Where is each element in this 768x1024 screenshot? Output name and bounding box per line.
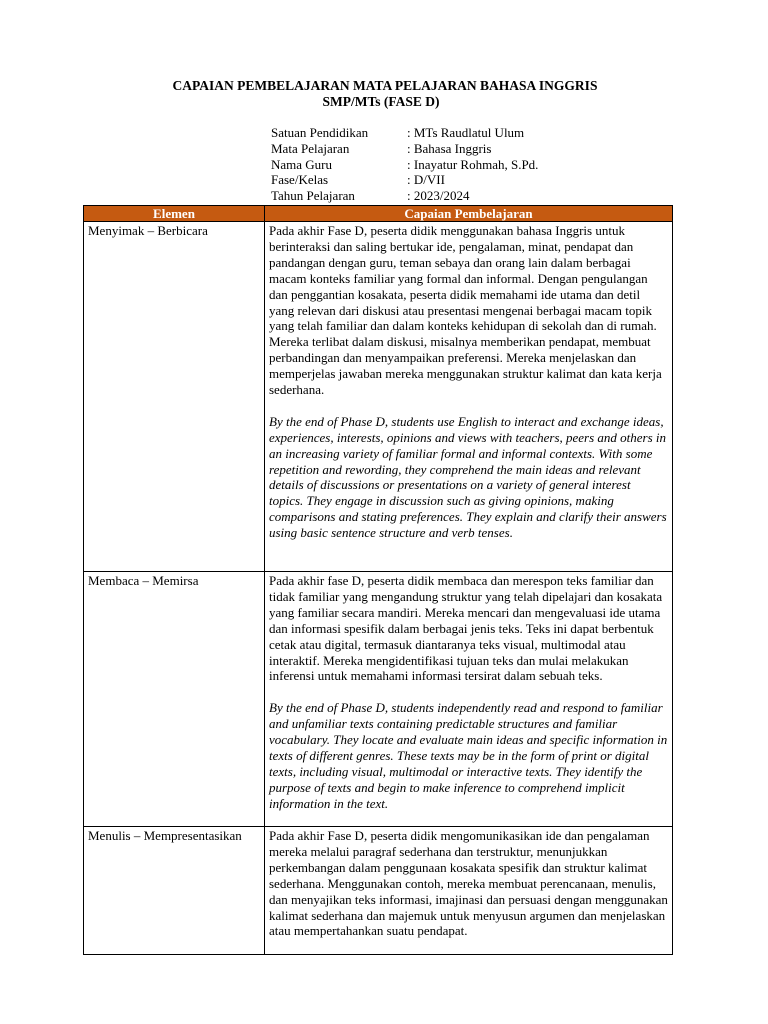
- english-text: By the end of Phase D, students use English to interact and exchange ideas, experiences, interests, opinions and views with teachers, peers and others in an increasing variety of familiar formal and informal contexts. With some repetition and rewording, they comprehend the main ideas and relevant details of discussions or presentations on a variety of general interest topics. They engage in discussion such as giving opinions, making comparisons and stating preferences. They explain and clarify their answers using basic sentence structure and verb tenses.: [269, 413, 667, 541]
- element-cell: Membaca – Memirsa: [84, 572, 265, 827]
- achievement-table: [83, 205, 673, 955]
- info-value: : 2023/2024: [407, 188, 470, 204]
- table-row: [84, 827, 673, 955]
- info-value: : MTs Raudlatul Ulum: [407, 125, 525, 140]
- indonesian-text: Pada akhir Fase D, peserta didik mengomunikasikan ide dan pengalaman mereka melalui paragraf sederhana dan terstruktur, menunjukkan perkembangan dalam penggunaan kosakata spesifik dan struktur kalimat sederhana. Menggunakan contoh, mereka membuat perencanaan, menulis, dan menyajikan teks informasi, imajinasi dan persuasi dengan menggunakan kalimat sederhana dan majemuk untuk menyusun argumen dan menjelaskan atau mempertahankan suatu pendapat.: [269, 828, 668, 939]
- title-line-1: CAPAIAN PEMBELAJARAN MATA PELAJARAN BAHASA INGGRIS: [172, 78, 598, 93]
- info-row: [271, 172, 538, 188]
- info-label: Fase/Kelas: [271, 172, 329, 188]
- info-row: [271, 141, 538, 157]
- info-label: Satuan Pendidikan: [271, 125, 369, 140]
- info-value: : D/VII: [407, 172, 445, 188]
- info-value: : Bahasa Inggris: [407, 140, 492, 156]
- table-row: [84, 572, 673, 827]
- info-label: Nama Guru: [271, 156, 333, 172]
- title-line-2: SMP/MTs (FASE D): [322, 94, 440, 109]
- document-title: [0, 78, 768, 110]
- info-block: [271, 125, 538, 204]
- info-row: [271, 188, 538, 204]
- achievement-cell: [265, 572, 673, 827]
- header-achievement: Capaian Pembelajaran: [265, 206, 673, 222]
- achievement-cell: [265, 222, 673, 572]
- element-cell: Menyimak – Berbicara: [84, 222, 265, 572]
- achievement-cell: [265, 827, 673, 955]
- info-value: : Inayatur Rohmah, S.Pd.: [407, 156, 539, 172]
- info-label: Mata Pelajaran: [271, 140, 350, 156]
- header-element: Elemen: [84, 206, 265, 222]
- info-row: [271, 125, 538, 141]
- english-text: By the end of Phase D, students independently read and respond to familiar and unfamiliar texts containing predictable structures and familiar vocabulary. They locate and evaluate main ideas and specific information in texts of different genres. These texts may be in the form of print or digital texts, including visual, multimodal or interactive texts. They identify the purpose of texts and begin to make inference to comprehend implicit information in the text.: [269, 700, 668, 811]
- table-header-row: [84, 206, 673, 222]
- table-row: [84, 222, 673, 572]
- indonesian-text: Pada akhir fase D, peserta didik membaca dan merespon teks familiar dan tidak familiar yang mengandung struktur yang telah dipelajari dan kosakata yang familiar secara mandiri. Mereka mencari dan mengevaluasi ide utama dan informasi spesifik dalam berbagai jenis teks. Teks ini dapat berbentuk cetak atau digital, termasuk diantaranya teks visual, multimodal atau interaktif. Mereka mengidentifikasi tujuan teks dan mulai melakukan inferensi untuk memahami informasi tersirat dalam sebuah teks.: [269, 573, 663, 684]
- info-label: Tahun Pelajaran: [271, 188, 355, 204]
- info-row: [271, 157, 538, 173]
- element-cell: Menulis – Mempresentasikan: [84, 827, 265, 955]
- indonesian-text: Pada akhir Fase D, peserta didik menggunakan bahasa Inggris untuk berinteraksi dan saling bertukar ide, pengalaman, minat, pendapat dan pandangan dengan guru, teman sebaya dan orang lain dalam berbagai macam konteks familiar yang formal dan informal. Dengan pengulangan dan penggantian kosakata, peserta didik memahami ide utama dan detil yang relevan dari diskusi atau presentasi mengenai berbagai macam topik yang telah familiar dan dalam konteks kehidupan di sekolah dan di rumah. Mereka terlibat dalam diskusi, misalnya memberikan pendapat, membuat perbandingan dan menyampaikan preferensi. Mereka menjelaskan dan memperjelas jawaban mereka menggunakan struktur kalimat dan kata kerja sederhana.: [269, 223, 662, 398]
